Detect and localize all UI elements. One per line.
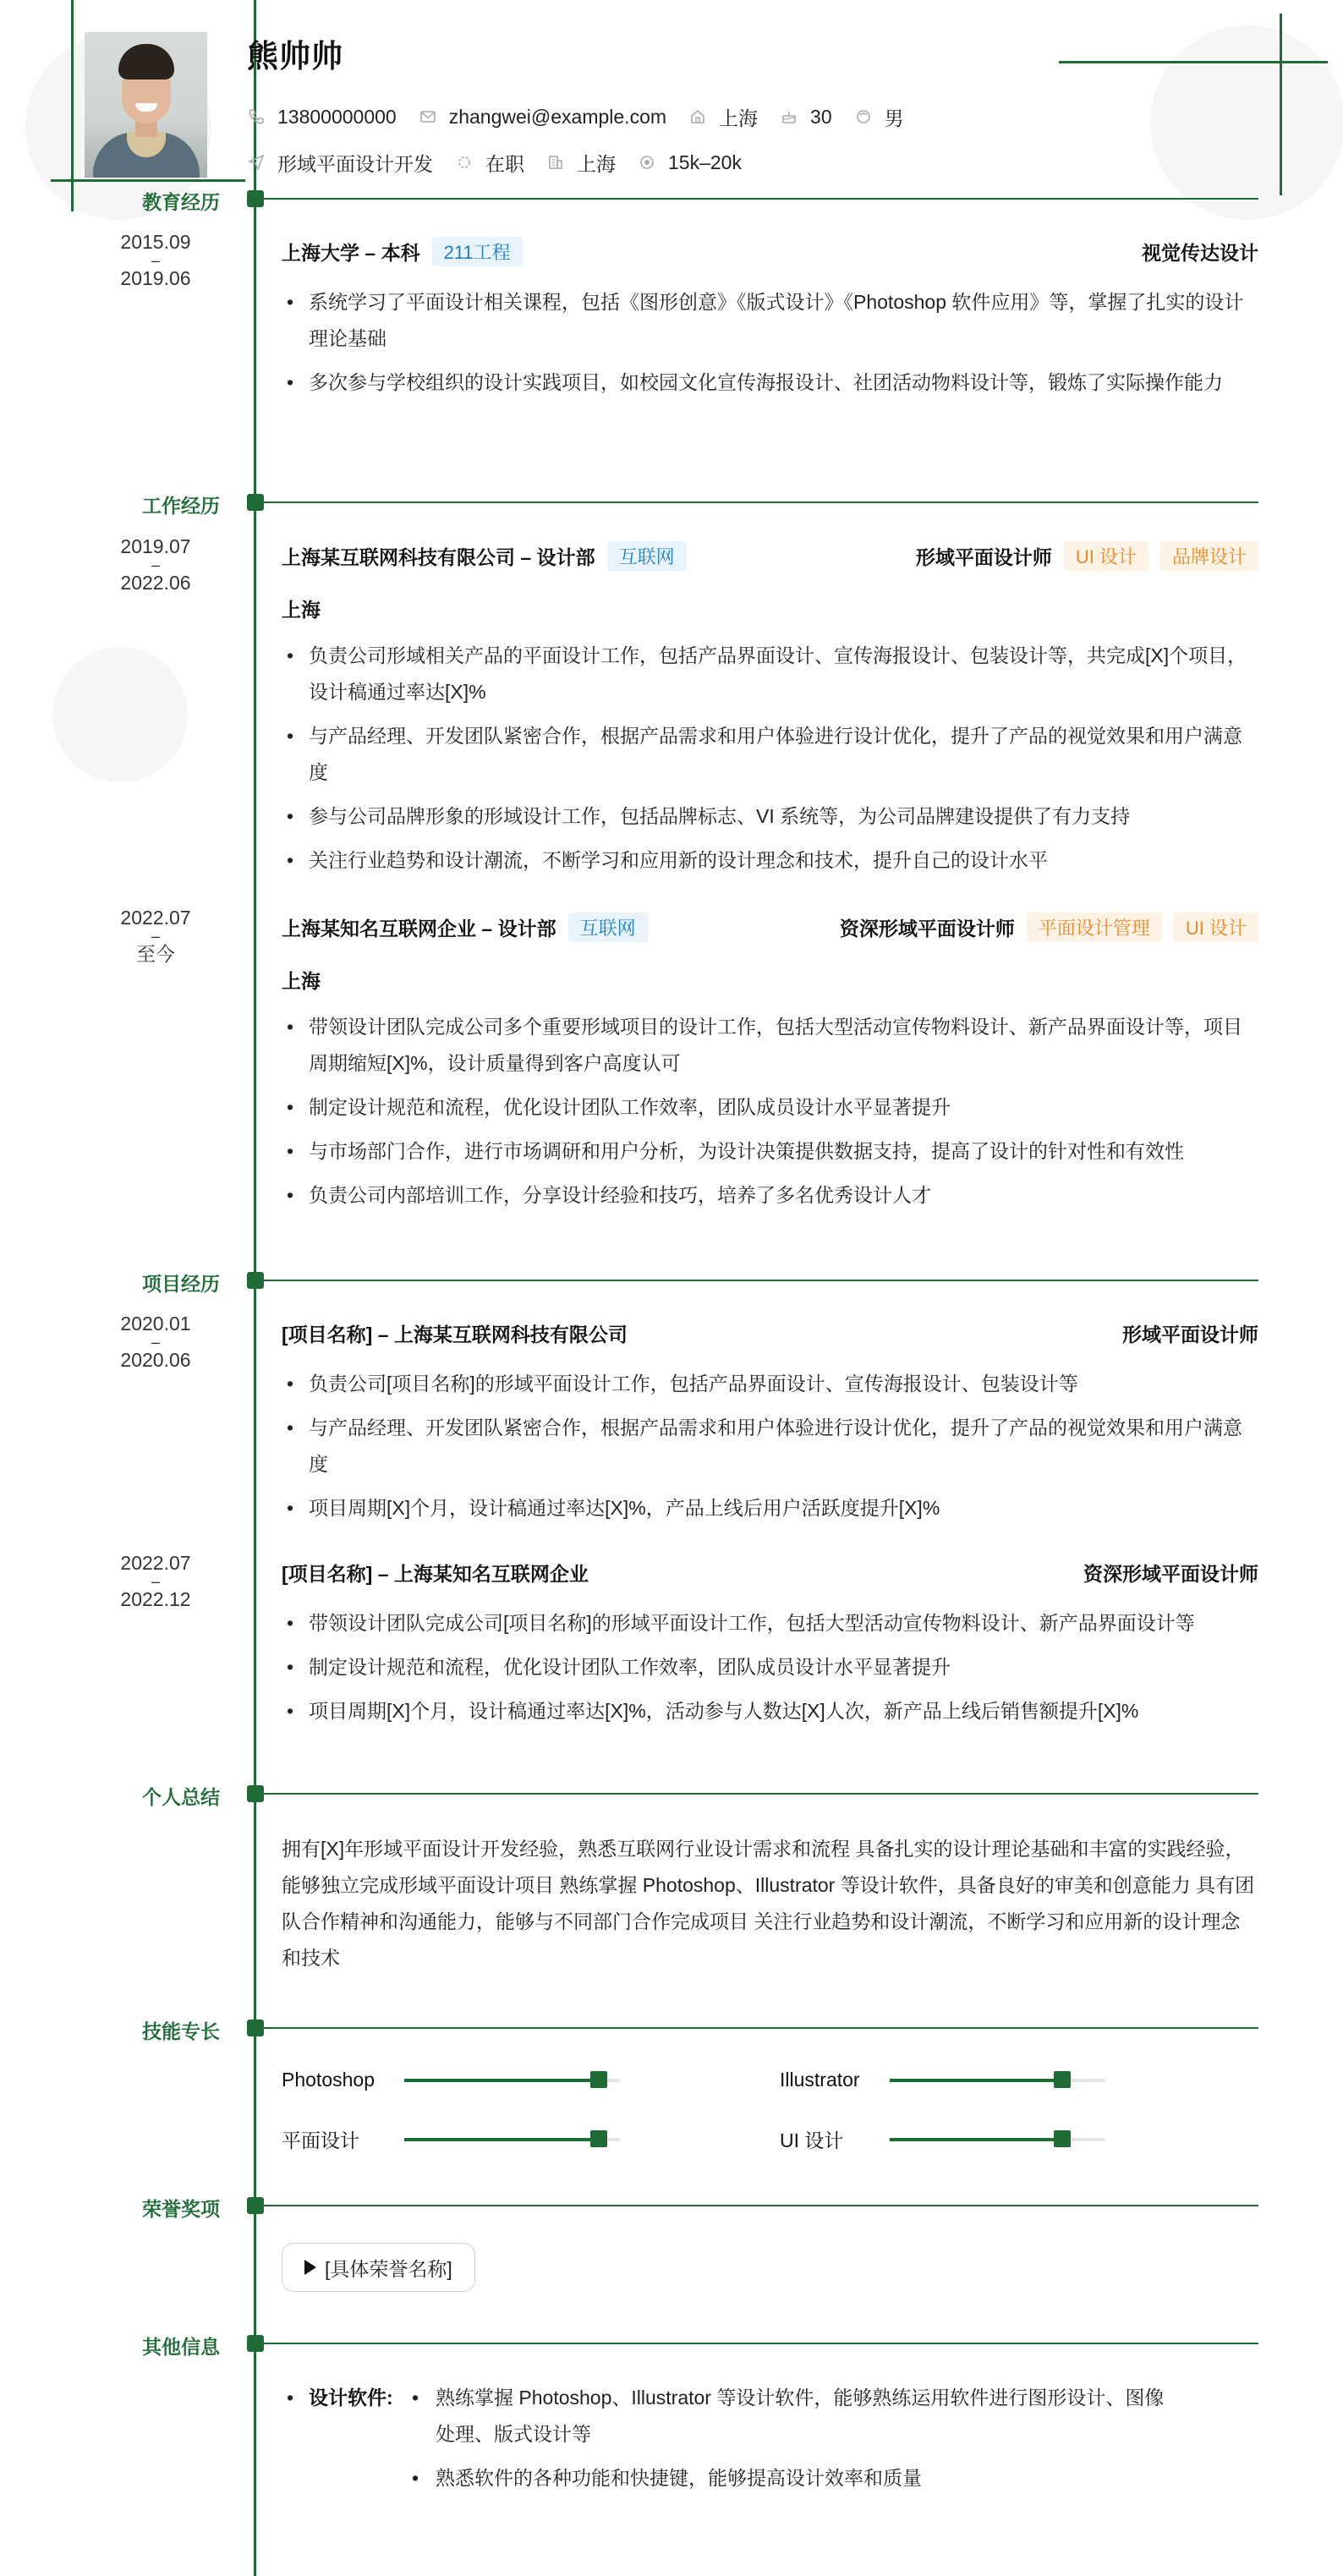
date-separator: – xyxy=(151,1573,160,1590)
other-info-label: • 设计软件: xyxy=(282,2380,408,2416)
skill-item xyxy=(780,2069,1105,2091)
section-title-work: 工作经历 xyxy=(142,495,220,517)
project-header xyxy=(282,1559,1258,1587)
date-separator: – xyxy=(151,556,160,573)
triangle-right-icon xyxy=(304,2260,316,2275)
intent-job-text: 形域平面设计开发 xyxy=(277,153,433,175)
date-start: 2019.07 xyxy=(120,535,191,557)
phone-icon xyxy=(247,108,266,127)
other-info-list xyxy=(407,2380,1176,2504)
school-name: 上海大学 – 本科 xyxy=(282,242,420,264)
section-title-other: 其他信息 xyxy=(142,2336,220,2358)
project-name: [项目名称] – 上海某知名互联网企业 xyxy=(282,1563,589,1585)
honor-toggle-button[interactable] xyxy=(282,2243,475,2292)
work-date xyxy=(88,536,223,594)
list-item: • 与产品经理、开发团队紧密合作，根据产品需求和用户体验进行设计优化，提升了产品的视觉效果和用户满意度 xyxy=(282,1410,1258,1483)
list-item: • 熟练掌握 Photoshop、Illustrator 等设计软件，能够熟练运用软件进行图形设计、图像处理、版式设计等 xyxy=(407,2380,1176,2453)
section-title-projects: 项目经历 xyxy=(142,1273,220,1295)
section-divider xyxy=(262,1793,1258,1795)
date-end: 2022.12 xyxy=(120,1588,191,1610)
gender-text: 男 xyxy=(884,107,904,129)
list-item: • 与市场部门合作，进行市场调研和用户分析，为设计决策提供数据支持，提高了设计的针对性和有效性 xyxy=(282,1133,1258,1170)
date-end: 2019.06 xyxy=(120,267,191,289)
home-icon xyxy=(688,108,707,127)
work-header xyxy=(282,913,1258,942)
intent-city-item xyxy=(546,149,616,177)
intent-row xyxy=(247,149,764,177)
cake-icon xyxy=(780,108,798,127)
send-icon xyxy=(247,154,266,173)
phone-item xyxy=(247,106,397,129)
background-circle xyxy=(1150,25,1343,220)
skill-name: 平面设计 xyxy=(282,2129,359,2151)
company-name: 上海某知名互联网企业 – 设计部 xyxy=(282,918,556,940)
section-title-skills: 技能专长 xyxy=(142,2020,220,2042)
corner-line xyxy=(1059,61,1328,63)
timeline-node xyxy=(247,1785,264,1802)
work-date xyxy=(88,907,223,965)
skill-name: UI 设计 xyxy=(780,2129,844,2151)
list-item: • 负责公司形域相关产品的平面设计工作，包括产品界面设计、宣传海报设计、包装设计等，共完成[X]个项目，设计稿通过率达[X]% xyxy=(282,638,1258,710)
list-item: • 制定设计规范和流程，优化设计团队工作效率，团队成员设计水平显著提升 xyxy=(282,1649,1258,1685)
project-role: 资深形域平面设计师 xyxy=(1083,1563,1258,1585)
list-item: • 带领设计团队完成公司多个重要形域项目的设计工作，包括大型活动宣传物料设计、新产品界面设计等，项目周期缩短[X]%，设计质量得到客户高度认可 xyxy=(282,1009,1258,1082)
mail-icon xyxy=(419,108,437,127)
list-item: • 关注行业趋势和设计潮流，不断学习和应用新的设计理念和技术，提升自己的设计水平 xyxy=(282,842,1258,879)
contact-row xyxy=(247,103,926,131)
date-end: 2022.06 xyxy=(120,572,191,594)
salary-text: 15k–20k xyxy=(668,151,742,173)
city-text: 上海 xyxy=(719,107,759,129)
section-title-summary: 个人总结 xyxy=(142,1786,220,1808)
email-item xyxy=(419,106,666,129)
list-item: • 多次参与学校组织的设计实践项目，如校园文化宣传海报设计、社团活动物料设计等，锻炼了实际操作能力 xyxy=(282,364,1258,401)
skill-name: Illustrator xyxy=(780,2069,860,2091)
age-text: 30 xyxy=(810,106,832,128)
position-name: 形域平面设计师 xyxy=(915,546,1052,568)
list-item: • 项目周期[X]个月，设计稿通过率达[X]%，产品上线后用户活跃度提升[X]% xyxy=(282,1490,1258,1526)
list-item: • 熟悉软件的各种功能和快捷键，能够提高设计效率和质量 xyxy=(407,2460,1176,2497)
education-date xyxy=(88,232,223,289)
skill-item xyxy=(282,2069,620,2091)
section-title-education: 教育经历 xyxy=(142,191,220,213)
status-text: 在职 xyxy=(485,153,524,175)
timeline-node xyxy=(247,2335,264,2352)
avatar xyxy=(85,32,207,178)
education-header xyxy=(282,237,1258,266)
section-title-honors: 荣誉奖项 xyxy=(142,2198,220,2220)
gender-icon xyxy=(854,108,873,127)
list-item: • 项目周期[X]个月，设计稿通过率达[X]%，活动参与人数达[X]人次，新产品上线后销售额提升[X]% xyxy=(282,1693,1258,1729)
skill-tag: 平面设计管理 xyxy=(1027,913,1162,942)
date-end: 2020.06 xyxy=(120,1349,191,1371)
corner-line xyxy=(1280,14,1282,195)
list-item: • 系统学习了平面设计相关课程，包括《图形创意》《版式设计》《Photoshop 软件应用》等，掌握了扎实的设计理论基础 xyxy=(282,284,1258,357)
list-item: • 带领设计团队完成公司[项目名称]的形域平面设计工作，包括大型活动宣传物料设计、新产品界面设计等 xyxy=(282,1605,1258,1642)
list-item: • 负责公司[项目名称]的形域平面设计工作，包括产品界面设计、宣传海报设计、包装设计等 xyxy=(282,1366,1258,1402)
project-header xyxy=(282,1319,1258,1347)
section-divider xyxy=(262,501,1258,503)
section-divider xyxy=(262,2343,1258,2344)
email-text: zhangwei@example.com xyxy=(448,106,667,128)
position-name: 资深形域平面设计师 xyxy=(839,918,1015,940)
skill-tag: UI 设计 xyxy=(1174,913,1258,942)
section-divider xyxy=(262,2027,1258,2029)
list-item: • 负责公司内部培训工作，分享设计经验和技巧，培养了多名优秀设计人才 xyxy=(282,1177,1258,1214)
date-start: 2022.07 xyxy=(120,1552,191,1574)
section-divider xyxy=(262,2205,1258,2206)
project-name: [项目名称] – 上海某互联网科技有限公司 xyxy=(282,1324,628,1346)
city-item xyxy=(688,103,758,131)
work-location: 上海 xyxy=(282,970,321,992)
timeline-node xyxy=(247,190,264,207)
gender-item xyxy=(854,103,904,131)
background-circle xyxy=(52,647,188,782)
work-bullets xyxy=(282,1009,1258,1221)
coin-icon xyxy=(638,154,656,173)
date-start: 2022.07 xyxy=(120,907,191,929)
project-role: 形域平面设计师 xyxy=(1122,1324,1258,1346)
timeline-node xyxy=(247,494,264,511)
skill-bar xyxy=(890,2138,1105,2141)
salary-item xyxy=(638,151,742,174)
skill-item xyxy=(282,2125,620,2153)
intent-city-text: 上海 xyxy=(577,153,616,175)
project-date xyxy=(88,1553,223,1610)
intent-job-item xyxy=(247,149,433,177)
date-separator: – xyxy=(151,1334,160,1351)
education-bullets xyxy=(282,284,1258,408)
industry-tag: 互联网 xyxy=(607,541,687,571)
date-end: 至今 xyxy=(136,943,175,965)
company-name: 上海某互联网科技有限公司 – 设计部 xyxy=(282,546,595,568)
work-header xyxy=(282,541,1258,571)
skill-bar xyxy=(404,2138,620,2141)
skill-item xyxy=(780,2125,1105,2153)
timeline-node xyxy=(247,2197,264,2214)
skill-bar xyxy=(404,2079,620,2082)
section-divider xyxy=(262,198,1258,200)
date-separator: – xyxy=(151,928,160,945)
work-location: 上海 xyxy=(282,599,321,621)
honor-name: [具体荣誉名称] xyxy=(325,2257,452,2280)
date-start: 2020.01 xyxy=(120,1313,191,1335)
project-date xyxy=(88,1313,223,1371)
corner-line xyxy=(51,179,245,182)
industry-tag: 互联网 xyxy=(568,913,648,942)
list-item: • 参与公司品牌形象的形域设计工作，包括品牌标志、VI 系统等，为公司品牌建设提供了有力支持 xyxy=(282,798,1258,835)
skill-name: Photoshop xyxy=(282,2069,375,2091)
candidate-name: 熊帅帅 xyxy=(247,39,343,74)
summary-text: 拥有[X]年形域平面设计开发经验，熟悉互联网行业设计需求和流程 具备扎实的设计理论基础和丰富的实践经验，能够独立完成形域平面设计项目 熟练掌握 Photoshop、Illustrator 等设计软件，具备良好的审美和创意能力 具有团队合作精神和沟通能力，能够与不同部门合作完成项目 关注行业趋势和设计潮流，不断学习和应用新的设计理念和技术 xyxy=(282,1838,1255,1969)
project-bullets xyxy=(282,1605,1258,1737)
date-separator: – xyxy=(151,252,160,269)
school-tag: 211工程 xyxy=(432,237,523,266)
timeline-node xyxy=(247,1272,264,1289)
project-bullets xyxy=(282,1366,1258,1534)
work-bullets xyxy=(282,638,1258,886)
skill-tag: 品牌设计 xyxy=(1160,541,1258,571)
skill-bar xyxy=(890,2079,1105,2082)
status-item xyxy=(455,149,524,177)
list-item: • 与产品经理、开发团队紧密合作，根据产品需求和用户体验进行设计优化，提升了产品的视觉效果和用户满意度 xyxy=(282,718,1258,791)
section-divider xyxy=(262,1280,1258,1281)
skill-tag: UI 设计 xyxy=(1064,541,1148,571)
status-icon xyxy=(455,154,474,173)
date-start: 2015.09 xyxy=(120,231,191,253)
age-item xyxy=(780,106,832,129)
building-icon xyxy=(546,154,565,173)
phone-text: 13800000000 xyxy=(277,106,397,128)
major-name: 视觉传达设计 xyxy=(1142,242,1258,264)
list-item: • 制定设计规范和流程，优化设计团队工作效率，团队成员设计水平显著提升 xyxy=(282,1089,1258,1126)
timeline-node xyxy=(247,2020,264,2036)
